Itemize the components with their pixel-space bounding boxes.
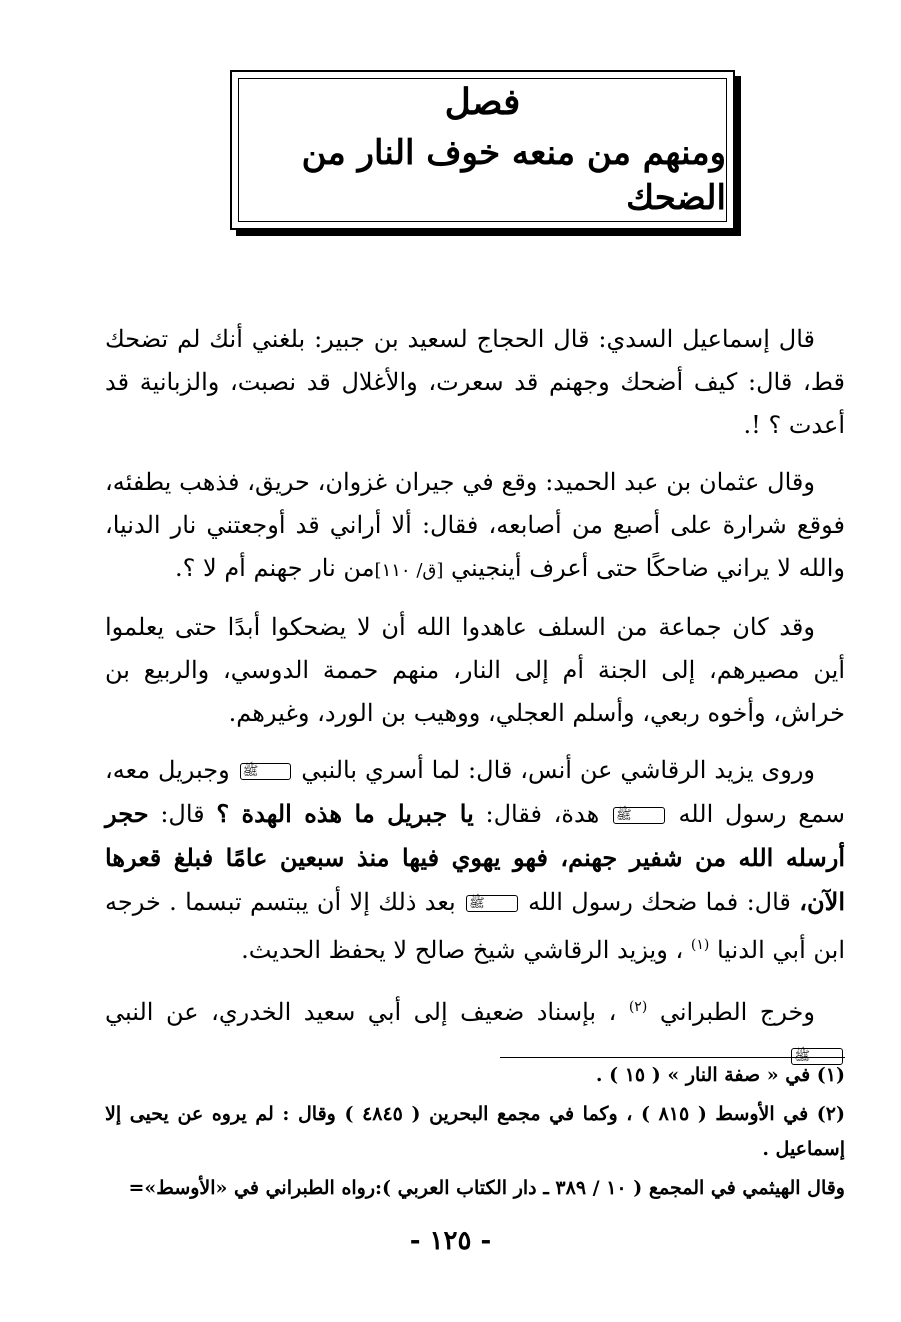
footnotes bbox=[105, 1058, 845, 1210]
footnote-2: (٢) في الأوسط ( ٨١٥ ) ، وكما في مجمع البحرين ( ٤٨٤٥ ) وقال : لم يروه عن يحيى إلا إسماعيل . bbox=[105, 1103, 845, 1160]
paragraph-4-text-g: ، ويزيد الرقاشي شيخ صالح لا يحفظ الحديث. bbox=[241, 936, 684, 964]
footnote-marker-1: (١) bbox=[690, 937, 710, 953]
paragraph-5-text-a: وخرج الطبراني bbox=[659, 998, 815, 1026]
paragraph-1 bbox=[105, 318, 845, 447]
paragraph-4-text-f: بعد ذلك إلا أن يبتسم تبسما . خرجه ابن أبي الدنيا bbox=[105, 888, 845, 964]
pbuh-ligature-icon: ﷺ bbox=[613, 807, 665, 824]
paragraph-4-text-e: قال: فما ضحك رسول الله bbox=[528, 888, 791, 916]
hadith-quote-1: يا جبريل ما هذه الهدة ؟ bbox=[216, 799, 474, 828]
paragraph-2 bbox=[105, 461, 845, 592]
paragraph-1-text: قال إسماعيل السدي: قال الحجاج لسعيد بن جبير: بلغني أنك لم تضحك قط، قال: كيف أضحك وجهنم قد سعرت، والأغلال قد نصبت، والزبانية قد أعدت ؟ !. bbox=[105, 325, 845, 439]
paragraph-4-text-a: وروى يزيد الرقاشي عن أنس، قال: لما أسري بالنبي bbox=[301, 756, 815, 784]
chapter-title-inner-frame bbox=[238, 78, 727, 222]
paragraph-4-text-b: وجبريل معه، سمع رسول الله bbox=[105, 756, 845, 828]
pbuh-ligature-icon: ﷺ bbox=[791, 1048, 843, 1065]
page-number: - ١٢٥ - bbox=[409, 1226, 492, 1256]
chapter-subtitle: ومنهم من منعه خوف النار من الضحك bbox=[301, 133, 726, 218]
manuscript-folio-ref: [ق/ ١١٠] bbox=[374, 560, 444, 581]
footnote-2-continued: وقال الهيثمي في المجمع ( ١٠ / ٣٨٩ ـ دار الكتاب العربي ):رواه الطبراني في «الأوسط»= bbox=[128, 1177, 845, 1199]
chapter-title-frame bbox=[230, 70, 735, 230]
chapter-title: فصل bbox=[444, 81, 521, 124]
paragraph-4-text-c: هدة، فقال: bbox=[485, 800, 600, 828]
body-text bbox=[105, 318, 845, 1091]
paragraph-4-text-d: قال: bbox=[160, 800, 205, 828]
pbuh-ligature-icon: ﷺ bbox=[240, 763, 292, 780]
footnote-1: (١) في « صفة النار » ( ١٥ ) . bbox=[595, 1064, 845, 1086]
hadith-quote-2: حجر أرسله الله من شفير جهنم، فهو يهوي فيها منذ سبعين عامًا فبلغ قعرها الآن، bbox=[105, 799, 845, 916]
paragraph-4 bbox=[105, 749, 845, 972]
paragraph-3-text: وقد كان جماعة من السلف عاهدوا الله أن لا يضحكوا أبدًا حتى يعلموا أين مصيرهم، إلى الجنة أم إلى النار، منهم حممة الدوسي، والربيع بن خراش، وأخوه ربعي، وأسلم العجلي، ووهيب بن الورد، وغيرهم. bbox=[105, 613, 845, 727]
paragraph-2-text-a: وقال عثمان بن عبد الحميد: وقع في جيران غزوان، حريق، فذهب يطفئه، فوقع شرارة على أصبع من أصابعه، فقال: ألا أراني قد أوجعتني نار الدنيا، والله لا يراني ضاحكًا حتى أعرف أينجيني bbox=[105, 468, 845, 582]
paragraph-3 bbox=[105, 606, 845, 735]
paragraph-5-text-b: ، بإسناد ضعيف إلى أبي سعيد الخدري، عن النبي bbox=[105, 998, 617, 1026]
footnote-marker-2: (٢) bbox=[628, 999, 648, 1015]
paragraph-2-text-b: من نار جهنم أم لا ؟. bbox=[175, 554, 375, 582]
pbuh-ligature-icon: ﷺ bbox=[466, 895, 518, 912]
